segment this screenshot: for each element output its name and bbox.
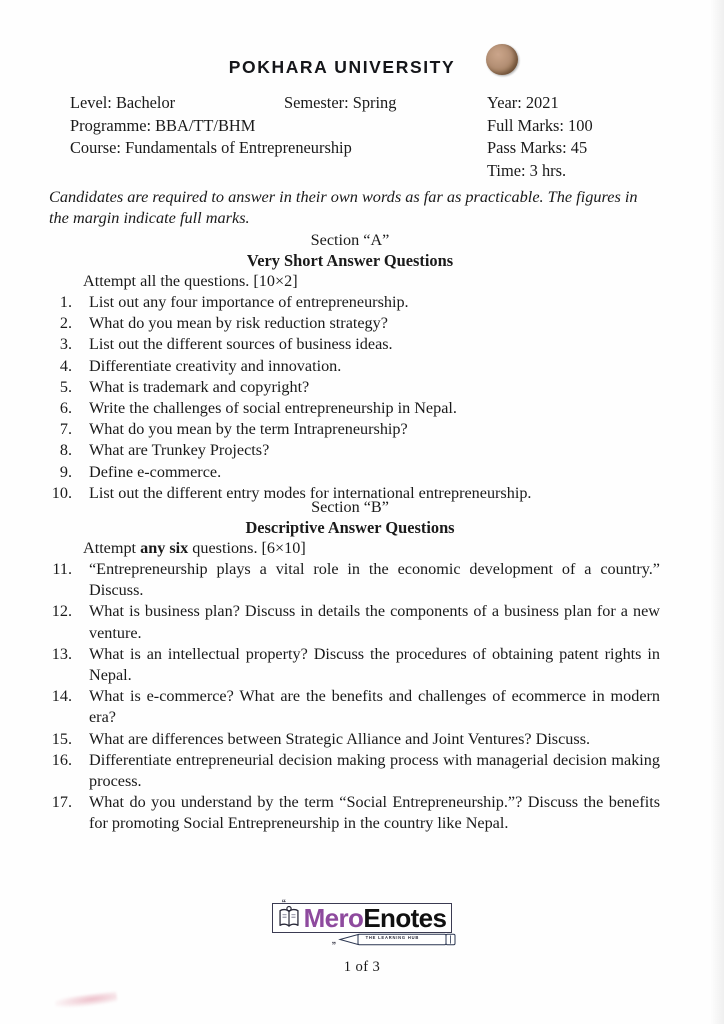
question-item bbox=[40, 559, 660, 601]
exam-metadata bbox=[0, 92, 724, 182]
question-text: “Entrepreneurship plays a vital role in the economic development of a country.” Discuss. bbox=[89, 560, 660, 600]
section-a bbox=[40, 230, 660, 504]
exam-metadata-left bbox=[70, 92, 490, 160]
question-number: 11. bbox=[52, 560, 72, 578]
question-number: 1. bbox=[59, 293, 72, 311]
question-number: 7. bbox=[59, 420, 72, 439]
scan-smudge-artifact bbox=[55, 991, 118, 1009]
level-label: Level: Bachelor bbox=[70, 93, 176, 112]
question-text: Differentiate entrepreneurial decision making process with managerial decision making process. bbox=[89, 750, 660, 791]
question-number: 6. bbox=[59, 399, 72, 418]
question-number: 17. bbox=[51, 793, 72, 812]
page-number: 1 of 3 bbox=[343, 959, 381, 975]
year-label: Year: 2021 bbox=[487, 93, 559, 112]
question-item bbox=[40, 601, 660, 643]
attempt-prefix: Attempt bbox=[83, 539, 141, 557]
attempt-suffix: questions. [6×10] bbox=[188, 539, 306, 557]
question-number: 5. bbox=[59, 377, 72, 396]
section-a-question-list bbox=[40, 292, 660, 504]
logo-text bbox=[304, 905, 447, 931]
programme-label: Programme: BBA/TT/BHM bbox=[70, 115, 256, 135]
question-number: 3. bbox=[59, 335, 72, 354]
question-item bbox=[40, 462, 660, 483]
section-b-attempt-instruction bbox=[40, 538, 660, 559]
question-number: 12. bbox=[51, 602, 72, 621]
question-text: What do you understand by the term “Social Entrepreneurship.”? Discuss the benefits for promoting Social Entrepreneurship in the country like Nepal. bbox=[89, 793, 660, 833]
section-b bbox=[40, 497, 660, 835]
logo-text-enotes: Enotes bbox=[363, 903, 447, 933]
exam-metadata-right bbox=[487, 92, 593, 182]
question-number: 14. bbox=[51, 687, 72, 706]
section-a-attempt-instruction: Attempt all the questions. [10×2] bbox=[83, 272, 298, 290]
candidate-instruction: Candidates are required to answer in their own words as far as practicable. The figures in the margin indicate full marks. bbox=[49, 187, 638, 227]
question-number: 15. bbox=[51, 729, 72, 748]
page-footer bbox=[0, 903, 724, 976]
logo-tagline: THE LEARNING HUB bbox=[365, 935, 420, 940]
question-text: Differentiate creativity and innovation. bbox=[89, 356, 342, 375]
quote-mark-right-icon: „ bbox=[331, 935, 337, 945]
question-item bbox=[40, 398, 660, 419]
question-text: List out the different sources of business ideas. bbox=[89, 335, 393, 354]
question-number: 9. bbox=[59, 462, 72, 481]
question-text: Define e-commerce. bbox=[89, 462, 222, 481]
question-item bbox=[40, 313, 660, 334]
question-item bbox=[40, 792, 660, 834]
question-item bbox=[40, 440, 660, 461]
question-text: What is trademark and copyright? bbox=[89, 377, 310, 396]
question-text: What do you mean by the term Intrapreneurship? bbox=[89, 420, 408, 439]
full-marks-label: Full Marks: 100 bbox=[487, 115, 593, 135]
question-number: 13. bbox=[51, 644, 72, 663]
question-item bbox=[40, 419, 660, 440]
question-item bbox=[40, 356, 660, 377]
question-item bbox=[40, 686, 660, 728]
attempt-count: any six bbox=[140, 539, 189, 557]
question-text: What is e-commerce? What are the benefits and challenges of ecommerce in modern era? bbox=[89, 687, 660, 727]
pass-marks-label: Pass Marks: 45 bbox=[487, 138, 588, 157]
question-number: 16. bbox=[51, 750, 72, 769]
question-text: What are differences between Strategic Alliance and Joint Ventures? Discuss. bbox=[89, 729, 591, 748]
page-title: POKHARA UNIVERSITY bbox=[228, 57, 456, 77]
question-text: List out any four importance of entrepreneurship. bbox=[89, 293, 409, 311]
section-a-title: Section “A” bbox=[310, 231, 390, 249]
open-book-icon bbox=[276, 905, 302, 931]
question-item bbox=[40, 334, 660, 355]
time-label: Time: 3 hrs. bbox=[487, 160, 567, 180]
section-b-subtitle: Descriptive Answer Questions bbox=[245, 518, 455, 537]
question-number: 2. bbox=[59, 314, 72, 333]
question-number: 8. bbox=[59, 441, 72, 460]
question-text: What are Trunkey Projects? bbox=[89, 441, 270, 460]
question-item bbox=[40, 729, 660, 750]
question-item bbox=[40, 292, 660, 313]
question-text: List out the different entry modes for international entrepreneurship. bbox=[89, 483, 532, 502]
question-text: What do you mean by risk reduction strategy? bbox=[89, 314, 388, 333]
question-text: Write the challenges of social entrepreneurship in Nepal. bbox=[89, 399, 457, 418]
university-seal-icon bbox=[486, 44, 518, 75]
question-item bbox=[40, 750, 660, 792]
section-a-subtitle: Very Short Answer Questions bbox=[246, 251, 454, 270]
section-b-question-list bbox=[40, 559, 660, 835]
semester-label: Semester: Spring bbox=[284, 93, 397, 112]
course-label: Course: Fundamentals of Entrepreneurship bbox=[70, 138, 352, 157]
question-item bbox=[40, 377, 660, 398]
logo-text-mero: Mero bbox=[303, 903, 364, 933]
section-b-title: Section “B” bbox=[311, 498, 389, 516]
logo-box bbox=[272, 903, 453, 933]
question-text: What is business plan? Discuss in details the components of a business plan for a new venture. bbox=[89, 602, 660, 642]
question-item bbox=[40, 644, 660, 686]
question-text: What is an intellectual property? Discuss the procedures of obtaining patent rights in Nepal. bbox=[89, 644, 660, 685]
meroenotes-logo bbox=[272, 903, 453, 947]
question-number: 4. bbox=[59, 356, 72, 375]
question-number: 10. bbox=[51, 483, 72, 502]
metadata-row-level bbox=[70, 92, 490, 115]
